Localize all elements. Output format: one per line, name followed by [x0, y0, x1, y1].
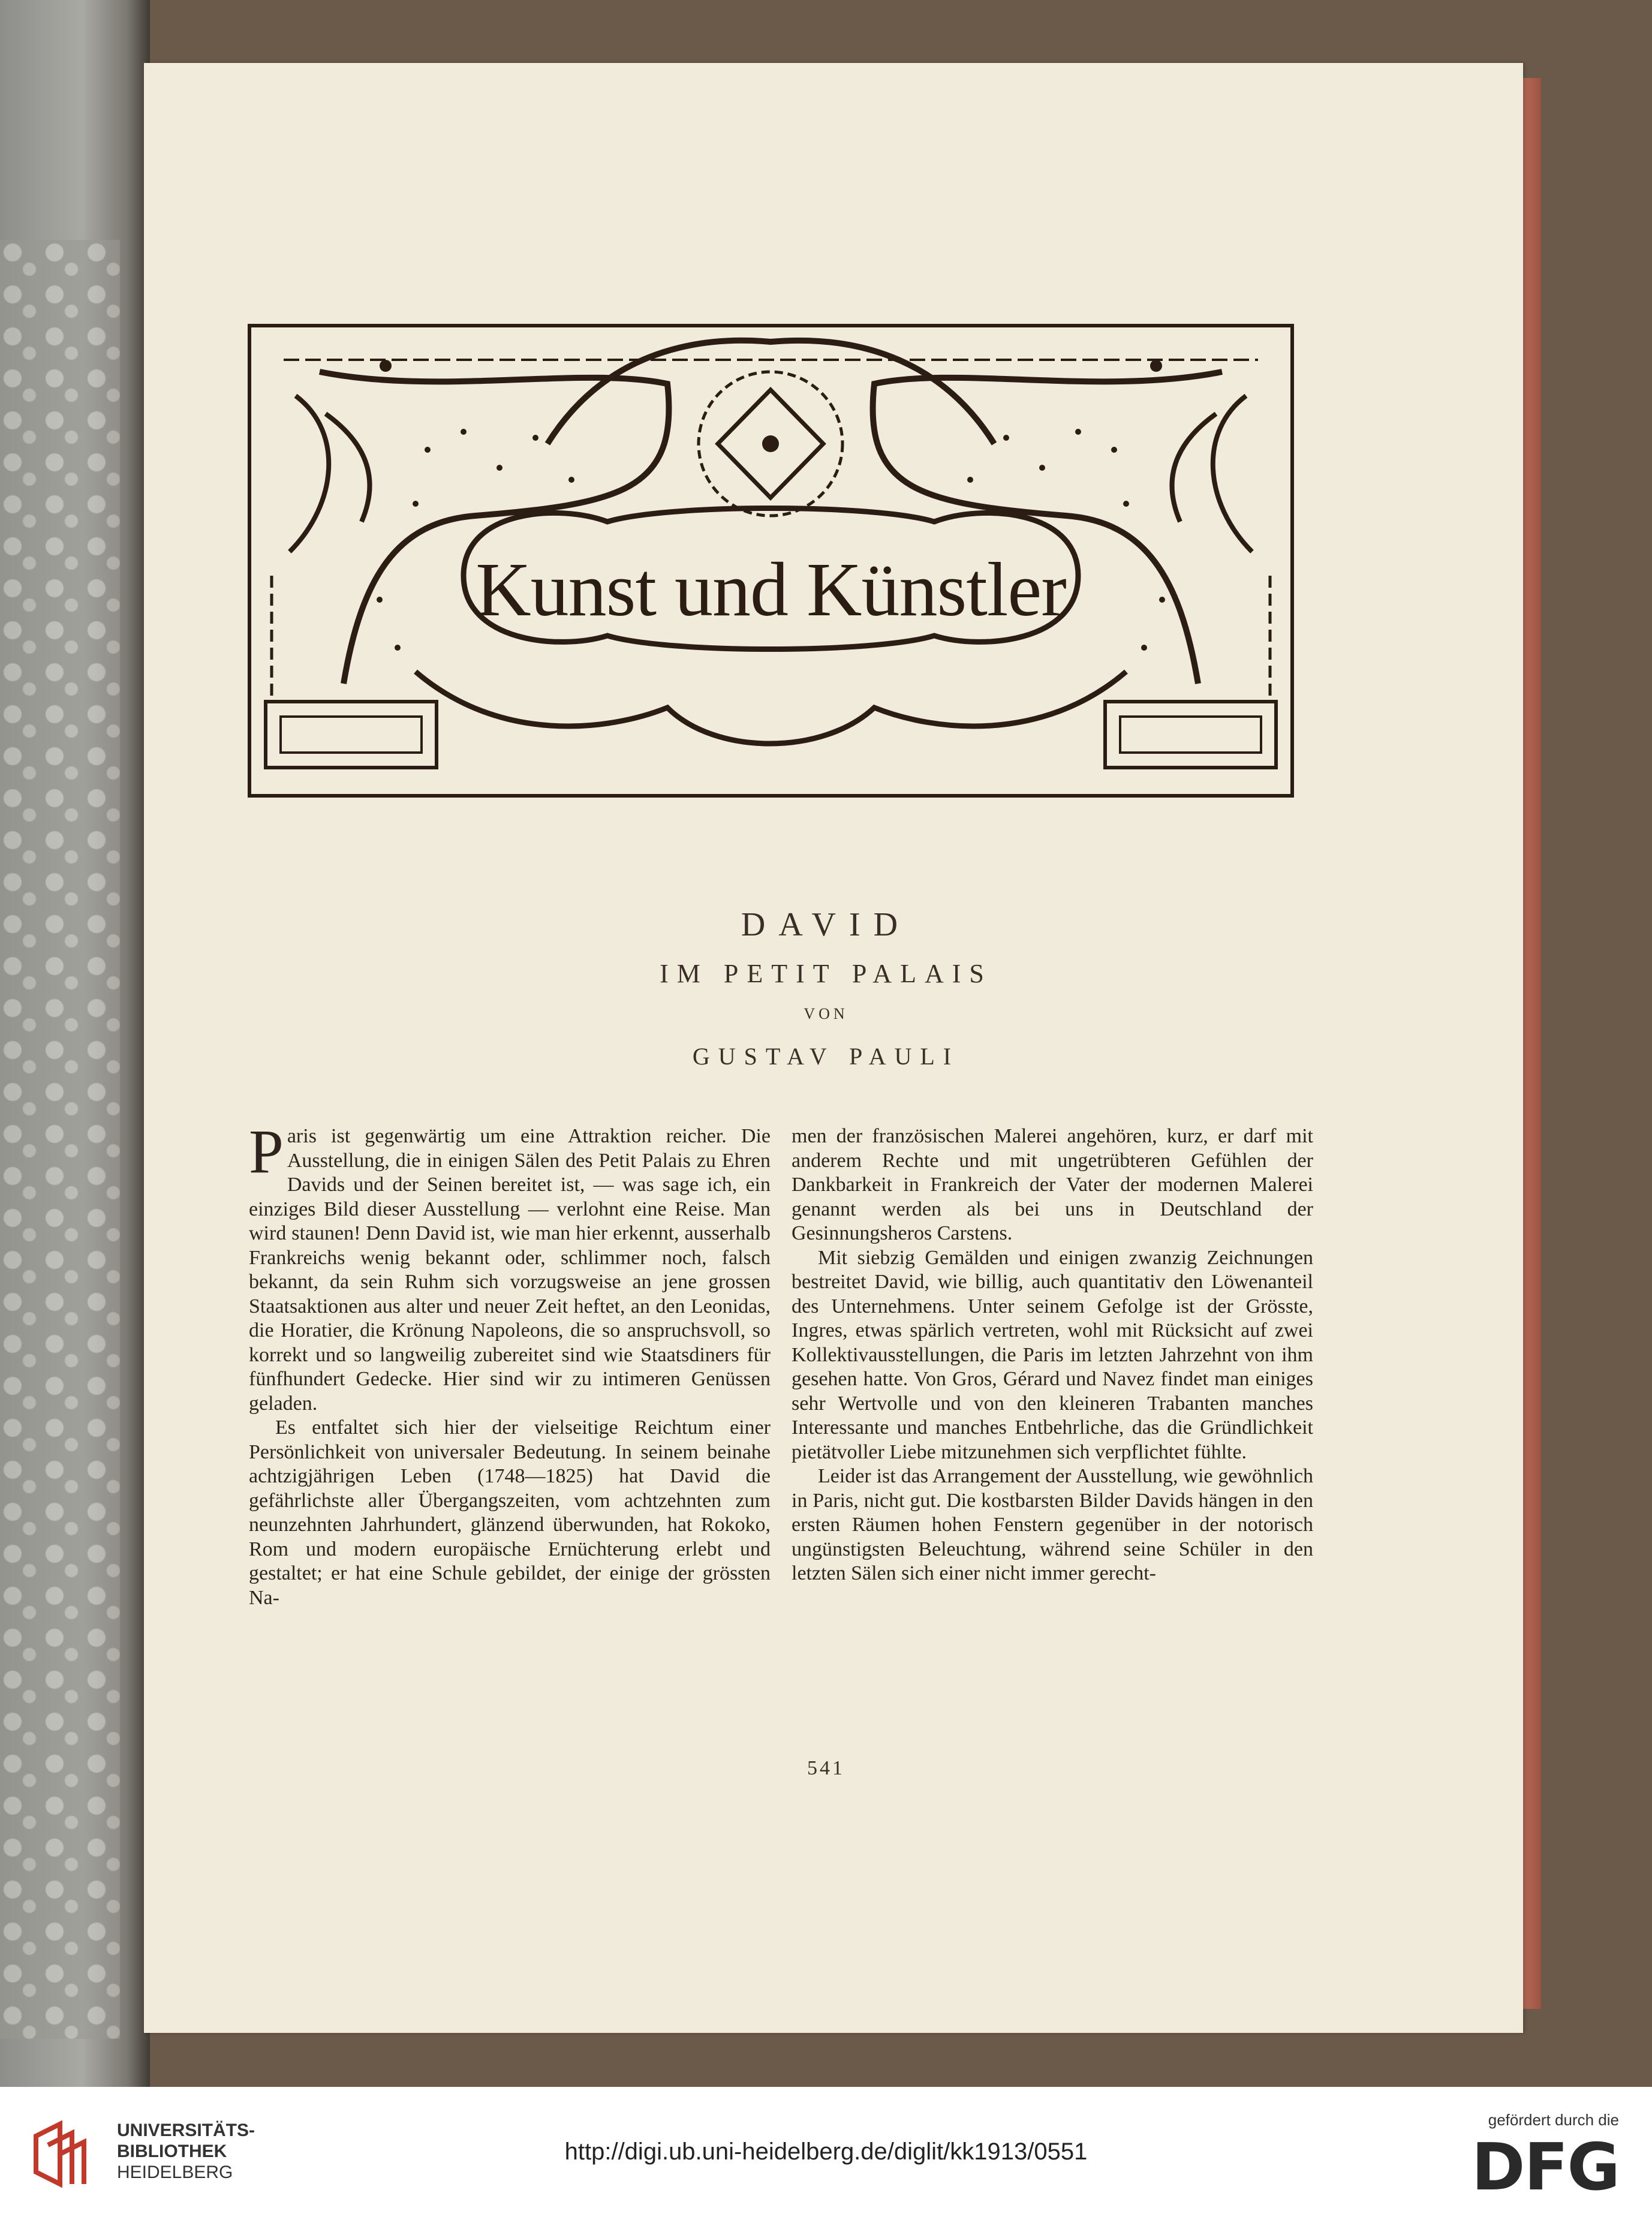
article-subtitle: IM PETIT PALAIS	[660, 959, 992, 988]
text-column-left	[249, 1117, 771, 1610]
paragraph: Mit siebzig Gemälden und einigen zwanzig Zeichnungen bestreitet David, wie billig, auch quantitativ den Löwenanteil des Unternehmens. Unter seinem Gefolge ist der Grösste, Ingres, etwas spärlich vertreten, wohl mit Rücksicht auf zwei Kollektivausstellungen, die Paris im letzten Jahrzehnt von ihm gesehen hatte. Von Gros, Gérard und Navez findet man einiges sehr Wertvolle und von den kleineren Trabanten manches Interessante und manches Entbehrliche, das die Gründlichkeit pietätvoller Liebe mitzunehmen sich verpflichtet fühlte.	[792, 1246, 1313, 1463]
paragraph-text: aris ist gegenwärtig um eine Attraktion reicher. Die Ausstellung, die in einigen Sälen des Petit Palais zu Ehren Davids und der Seinen bereitet ist, — was sage ich, ein einziges Bild dieser Ausstellung — verlohnt eine Reise. Man wird staunen! Denn David ist, wie man hier erkennt, ausserhalb Frankreichs wenig bekannt oder, schlimmer noch, falsch bekannt, da sein Ruhm sich vorzugsweise an jene grossen Staatsaktionen aus alter und neuer Zeit heftet, an den Leonidas, die Horatier, die Krönung Napoleons, die so anspruchsvoll, so korrekt und so langweilig zubereitet sind wie Staatsdiners für fünfhundert Gedecke. Hier sind wir zu intimeren Genüssen geladen.	[249, 1125, 771, 1415]
paragraph: Es entfaltet sich hier der vielseitige Reichtum einer Persönlichkeit von universaler Bedeutung. In seinem beinahe achtzigjährigen Leben (1748—1825) hat David die gefährlichste aller Übergangszeiten, vom achtzehnten zum neunzehnten Jahrhundert, glänzend überwunden, hat Rokoko, Rom und modern europäische Ernüchterung erlebt und gestaltet; er hat eine Schule gebildet, der einige der grössten Na-	[249, 1416, 771, 1609]
page-number: 541	[807, 1757, 845, 1779]
byline-prefix: VON	[804, 1005, 848, 1022]
ornament-header	[248, 324, 1294, 798]
library-name-line: UNIVERSITÄTS-	[117, 2120, 255, 2140]
paragraph: Leider ist das Arrangement der Ausstellung, wie gewöhnlich in Paris, nicht gut. Die kostbarsten Bilder Davids hängen in den ersten Räumen hohen Fenstern gegenüber in der notorisch ungünstigsten Beleuchtung, während seine Schüler in den letzten Sälen sich einer nicht immer gerecht-	[792, 1465, 1313, 1584]
permalink-url[interactable]: http://digi.ub.uni-heidelberg.de/diglit/kk1913/0551	[564, 2138, 1088, 2165]
funding-label: gefördert durch die	[1488, 2111, 1619, 2129]
ornament-frame-graphic	[248, 324, 1294, 798]
text-column-right	[792, 1124, 1313, 1586]
paragraph	[249, 1117, 771, 1416]
ornament-title-text: Kunst und Künstler	[476, 546, 1066, 632]
library-name-line: BIBLIOTHEK	[117, 2141, 227, 2161]
drop-cap: P	[249, 1117, 284, 1186]
article-title: DAVID	[741, 906, 911, 943]
article-author: GUSTAV PAULI	[692, 1043, 960, 1070]
paragraph: men der französischen Malerei angehören, kurz, er darf mit anderem Rechte und mit ungetrübteren Gefühlen der Dankbarkeit in Frankreich der Vater der modernen Malerei genannt werden als bei uns in Deutschland der Gesinnungsheros Carstens.	[792, 1125, 1313, 1244]
footer-bar	[0, 2087, 1652, 2223]
dfg-logo[interactable]: DFG	[1471, 2130, 1619, 2205]
library-name-line: HEIDELBERG	[117, 2162, 233, 2182]
